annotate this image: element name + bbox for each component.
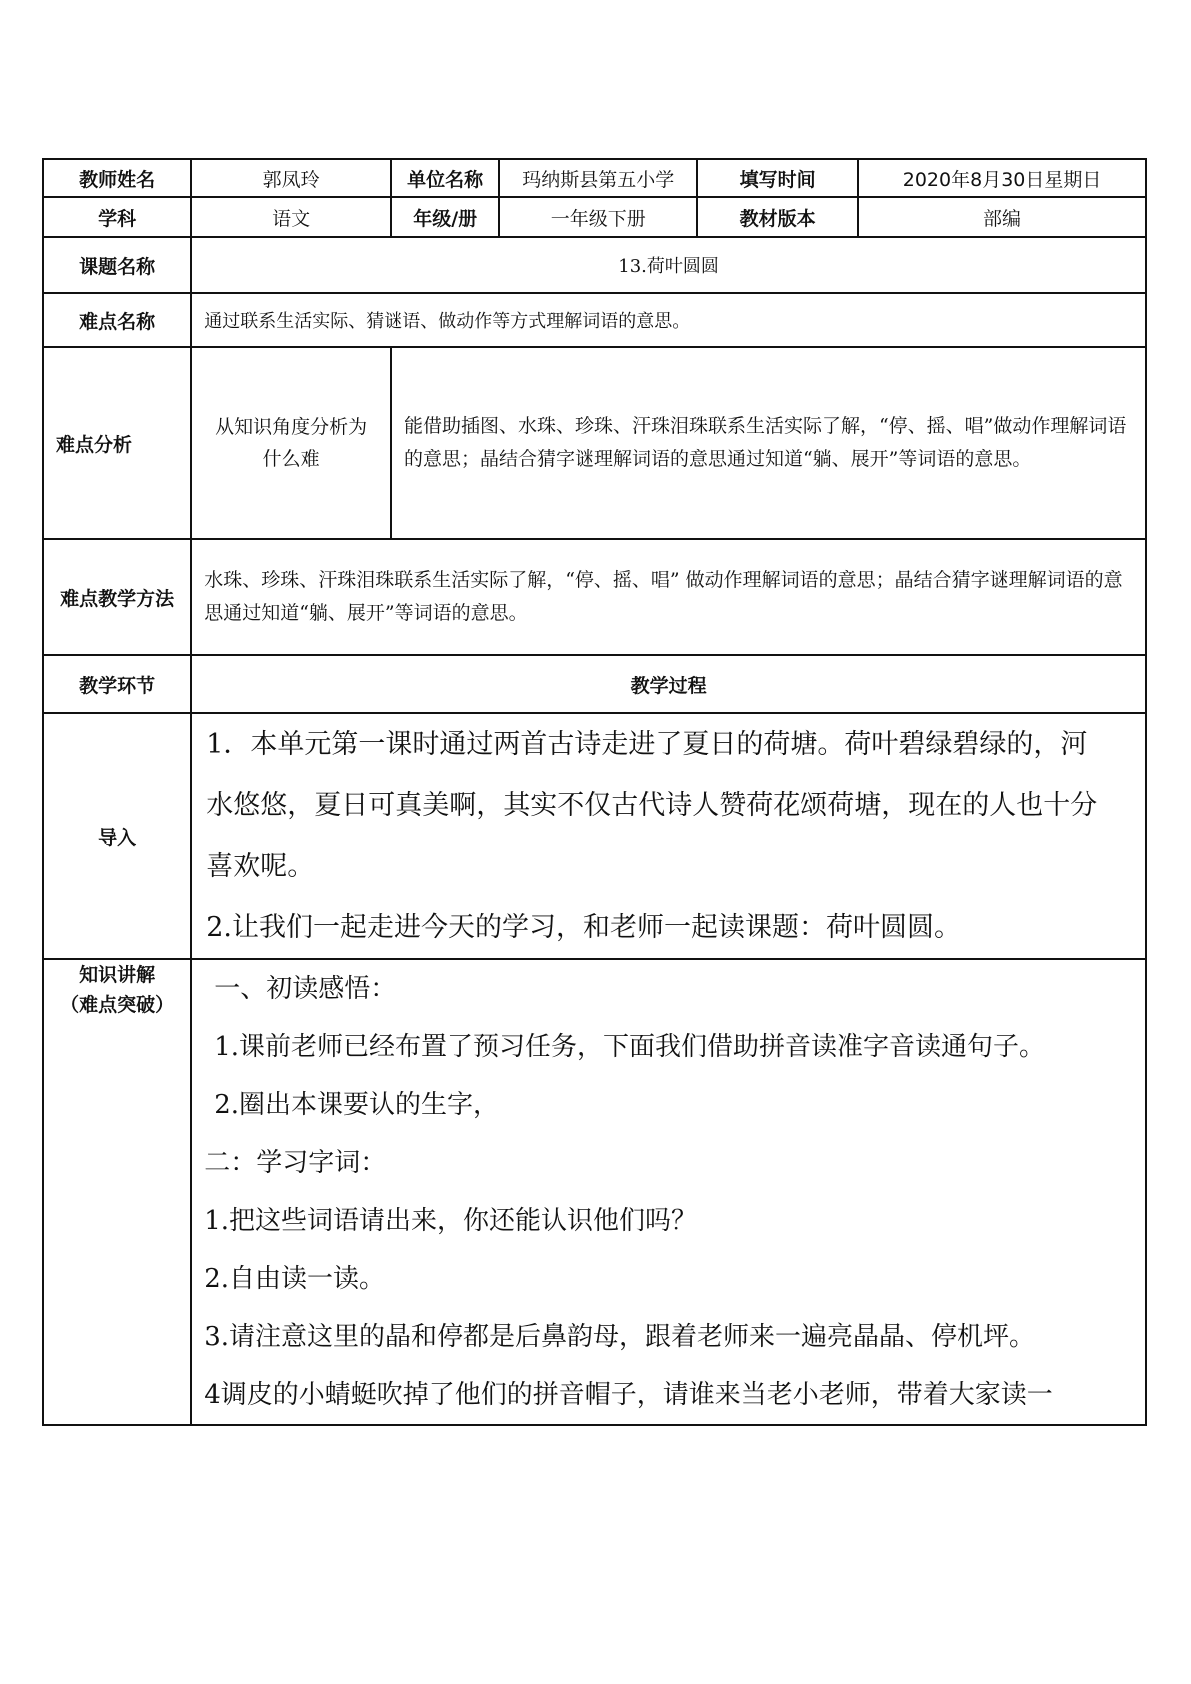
teacher-name-value: 郭凤玲: [191, 159, 391, 197]
lesson-title-label: 课题名称: [43, 237, 191, 293]
knowledge-line: 2.自由读一读。: [204, 1264, 386, 1294]
unit-name-label: 单位名称: [391, 159, 499, 197]
grade-value: 一年级下册: [499, 197, 697, 237]
intro-label: 导入: [43, 713, 191, 959]
knowledge-line: 2.圈出本课要认的生字，: [214, 1090, 500, 1120]
knowledge-line: 4调皮的小蜻蜓吹掉了他们的拼音帽子，请谁来当老小老师，带着大家读一: [204, 1380, 1053, 1410]
knowledge-label: [43, 959, 191, 1425]
difficulty-row: [43, 293, 1146, 347]
intro-content: [191, 713, 1146, 959]
lesson-title-value: 13.荷叶圆圆: [191, 237, 1146, 293]
difficulty-label: 难点名称: [43, 293, 191, 347]
method-text: 水珠、珍珠、汗珠泪珠联系生活实际了解，“停、摇、唱” 做动作理解词语的意思；晶结合猜字谜理解词语的意思通过知道“躺、展开”等词语的意思。: [191, 539, 1146, 655]
difficulty-value: 通过联系生活实际、猜谜语、做动作等方式理解词语的意思。: [191, 293, 1146, 347]
method-row: [43, 539, 1146, 655]
fill-date-value: 2020年8月30日星期日: [858, 159, 1146, 197]
subject-value: 语文: [191, 197, 391, 237]
edition-value: 部编: [858, 197, 1146, 237]
lesson-plan-table: [42, 158, 1147, 1426]
knowledge-line: 二：学习字词：: [204, 1148, 387, 1178]
intro-row: [43, 713, 1146, 959]
knowledge-line: 1.课前老师已经布置了预习任务，下面我们借助拼音读准字音读通句子。: [214, 1032, 1046, 1062]
analysis-text: 能借助插图、水珠、珍珠、汗珠泪珠联系生活实际了解，“停、摇、唱”做动作理解词语的意思；晶结合猜字谜理解词语的意思通过知道“躺、展开”等词语的意思。: [391, 347, 1146, 539]
intro-line: 1．本单元第一课时通过两首古诗走进了夏日的荷塘。荷叶碧绿碧绿的，河: [206, 729, 1088, 760]
unit-name-value: 玛纳斯县第五小学: [499, 159, 697, 197]
header-row-2: [43, 197, 1146, 237]
lesson-title-row: [43, 237, 1146, 293]
stage-header: 教学环节: [43, 655, 191, 713]
fill-date-label: 填写时间: [697, 159, 858, 197]
grade-label: 年级/册: [391, 197, 499, 237]
edition-label: 教材版本: [697, 197, 858, 237]
intro-line: 喜欢呢。: [206, 851, 315, 882]
knowledge-content: [191, 959, 1146, 1425]
knowledge-label-line1: 知识讲解: [79, 964, 156, 986]
knowledge-line: 一、初读感悟：: [214, 974, 397, 1004]
analysis-sub-label: 从知识角度分析为什么难: [191, 347, 391, 539]
header-row-1: [43, 159, 1146, 197]
analysis-label: 难点分析: [43, 347, 191, 539]
knowledge-label-line2: （难点突破）: [60, 994, 175, 1016]
teacher-name-label: 教师姓名: [43, 159, 191, 197]
process-header-row: [43, 655, 1146, 713]
knowledge-line: 3.请注意这里的晶和停都是后鼻韵母，跟着老师来一遍亮晶晶、停机坪。: [204, 1322, 1036, 1352]
knowledge-row: [43, 959, 1146, 1425]
method-label: 难点教学方法: [43, 539, 191, 655]
analysis-row: [43, 347, 1146, 539]
subject-label: 学科: [43, 197, 191, 237]
intro-line: 2.让我们一起走进今天的学习，和老师一起读课题：荷叶圆圆。: [206, 912, 961, 943]
knowledge-line: 1.把这些词语请出来，你还能认识他们吗？: [204, 1206, 698, 1236]
process-header: 教学过程: [191, 655, 1146, 713]
intro-line: 水悠悠，夏日可真美啊，其实不仅古代诗人赞荷花颂荷塘，现在的人也十分: [206, 790, 1098, 821]
